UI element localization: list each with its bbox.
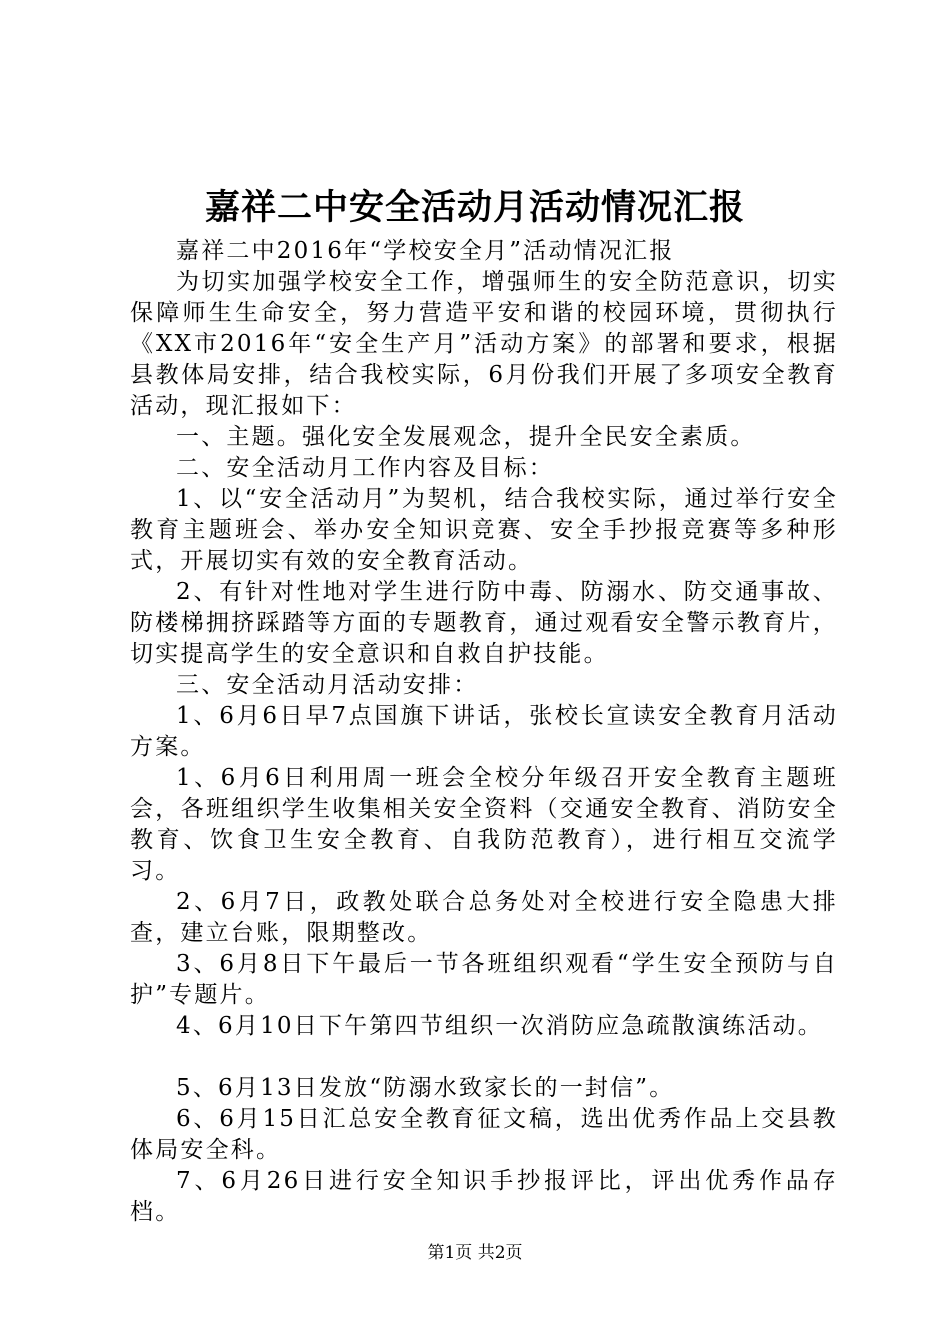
- section-schedule-heading: 三、安全活动月活动安排：: [176, 672, 479, 698]
- document-body: [130, 236, 838, 1228]
- schedule-item: 1、6月6日利用周一班会全校分年级召开安全教育主题班会，各班组织学生收集相关安全资料（交通安全教育、消防安全教育、饮食卫生安全教育、自我防范教育），进行相互交流学习。: [130, 765, 838, 884]
- intro-paragraph: 为切实加强学校安全工作，增强师生的安全防范意识，切实保障师生生命安全，努力营造平安和谐的校园环境，贯彻执行《XX市2016年“安全生产月”活动方案》的部署和要求，根据县教体局安排，结合我校实际，6月份我们开展了多项安全教育活动，现汇报如下：: [130, 269, 838, 419]
- goal-item: 2、有针对性地对学生进行防中毒、防溺水、防交通事故、防楼梯拥挤踩踏等方面的专题教育，通过观看安全警示教育片，切实提高学生的安全意识和自救自护技能。: [130, 579, 838, 667]
- schedule-item: 6、6月15日汇总安全教育征文稿，选出优秀作品上交县教体局安全科。: [130, 1106, 838, 1163]
- schedule-item: 5、6月13日发放“防溺水致家长的一封信”。: [176, 1075, 675, 1101]
- goal-item: 1、以“安全活动月”为契机，结合我校实际，通过举行安全教育主题班会、举办安全知识竞赛、安全手抄报竞赛等多种形式，开展切实有效的安全教育活动。: [130, 486, 838, 574]
- blank-line: [130, 1042, 838, 1073]
- schedule-item: 1、6月6日早7点国旗下讲话，张校长宣读安全教育月活动方案。: [130, 703, 838, 760]
- schedule-item: 3、6月8日下午最后一节各班组织观看“学生安全预防与自护”专题片。: [130, 951, 838, 1008]
- schedule-item: 2、6月7日，政教处联合总务处对全校进行安全隐患大排查，建立台账，限期整改。: [130, 889, 838, 946]
- schedule-item: 7、6月26日进行安全知识手抄报评比，评出优秀作品存档。: [130, 1168, 838, 1225]
- document-title: 嘉祥二中安全活动月活动情况汇报: [204, 187, 745, 228]
- schedule-item: 4、6月10日下午第四节组织一次消防应急疏散演练活动。: [176, 1013, 823, 1039]
- section-goals-heading: 二、安全活动月工作内容及目标：: [176, 455, 554, 481]
- page-number-footer: 第1页 共2页: [427, 1243, 523, 1263]
- report-subtitle: 嘉祥二中2016年“学校安全月”活动情况汇报: [176, 238, 675, 264]
- section-theme: 一、主题。强化安全发展观念，提升全民安全素质。: [176, 424, 756, 450]
